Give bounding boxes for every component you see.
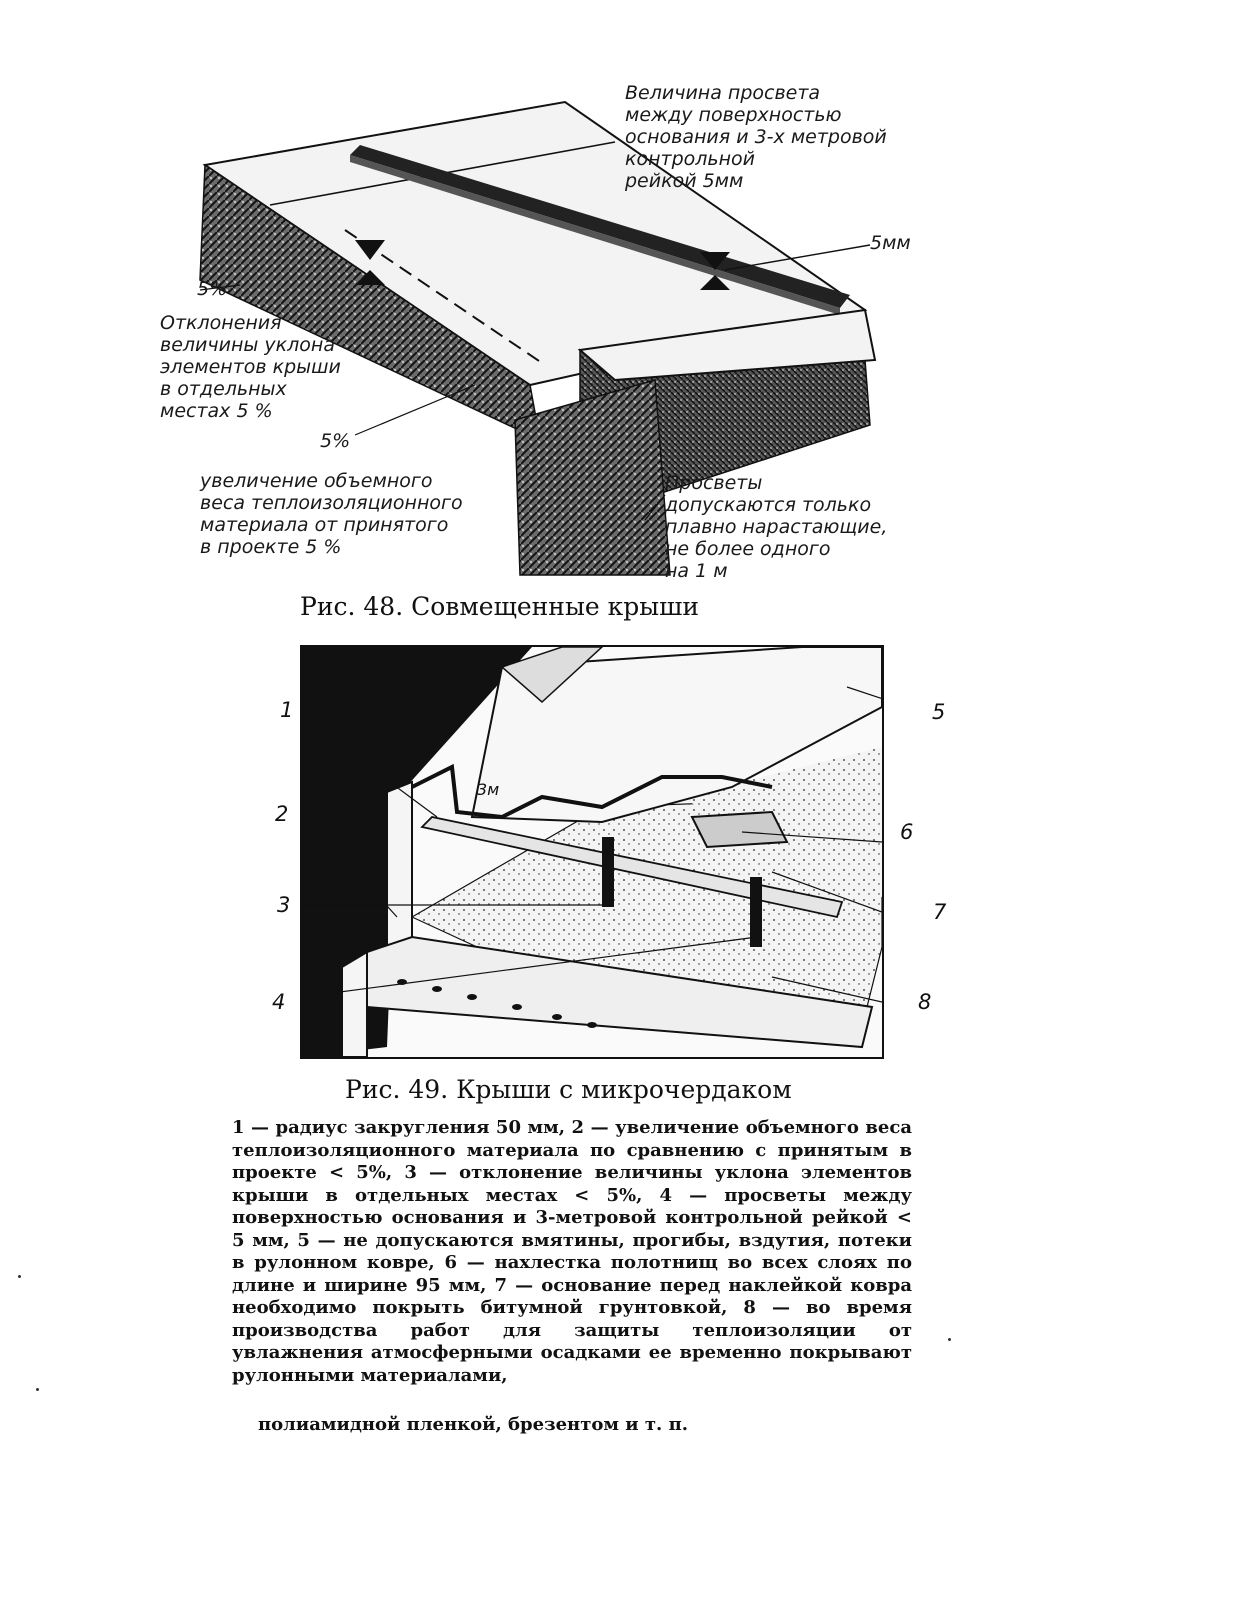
figure-49-legend: 1 — радиус закругления 50 мм, 2 — увеличение объемного веса теплоизоляционного материала по сравнению с принятым в проекте < 5%, 3 — отклонение величины уклона элементов крыши в отдельных местах < 5%, 4 — просветы между поверхностью основания и 3-метровой контрольной рейкой < 5 мм, 5 — не допускаются вмятины, прогибы, вздутия, потеки в рулонном ковре, 6 — нахлестка полотнищ во всех слоях по длине и ширине 95 мм, 7 — основание перед наклейкой ковра необходимо покрыть битумной грунтовкой, 8 — во время производства работ для защиты теплоизоляции от увлажнения атмосферными осадками ее временно покрывают рулонными материалами, — [232, 1117, 912, 1386]
figure-49-legend-last-line: полиамидной пленкой, брезентом и т. п. — [258, 1414, 689, 1435]
label-6: 6 — [900, 820, 914, 844]
label-5: 5 — [932, 700, 946, 724]
figure-48-illustration — [160, 80, 945, 590]
annotation-5mm: 5мм — [870, 232, 911, 254]
label-4: 4 — [272, 990, 286, 1014]
annotation-slope-deviation: Отклонения величины уклона элементов крыши в отдельных местах 5 % — [160, 312, 341, 422]
label-3: 3 — [277, 893, 291, 917]
figure-48-caption: Рис. 48. Совмещенные крыши — [300, 592, 700, 621]
microattic-drawing — [302, 647, 882, 1057]
label-8: 8 — [918, 990, 932, 1014]
annotation-5pct-top: 5% — [197, 278, 228, 300]
figure-49-caption: Рис. 49. Крыши с микрочердаком — [345, 1075, 792, 1104]
scan-speck — [18, 1275, 21, 1278]
label-1: 1 — [280, 698, 294, 722]
annotation-5pct-mid: 5% — [320, 430, 351, 452]
mark-3m: 3м — [477, 780, 500, 799]
label-7: 7 — [933, 900, 947, 924]
annotation-weight-increase: увеличение объемного веса теплоизоляционного материала от принятого в проекте 5 % — [200, 470, 463, 558]
figure-49-illustration — [300, 645, 884, 1059]
annotation-gap-5mm: Величина просвета между поверхностью основания и 3-х метровой контрольной рейкой 5мм — [625, 82, 887, 192]
scan-speck — [948, 1338, 951, 1341]
scan-speck — [36, 1388, 39, 1391]
annotation-gaps-allowed: Просветы допускаются только плавно нарастающие, не более одного на 1 м — [665, 472, 888, 582]
label-2: 2 — [275, 802, 289, 826]
